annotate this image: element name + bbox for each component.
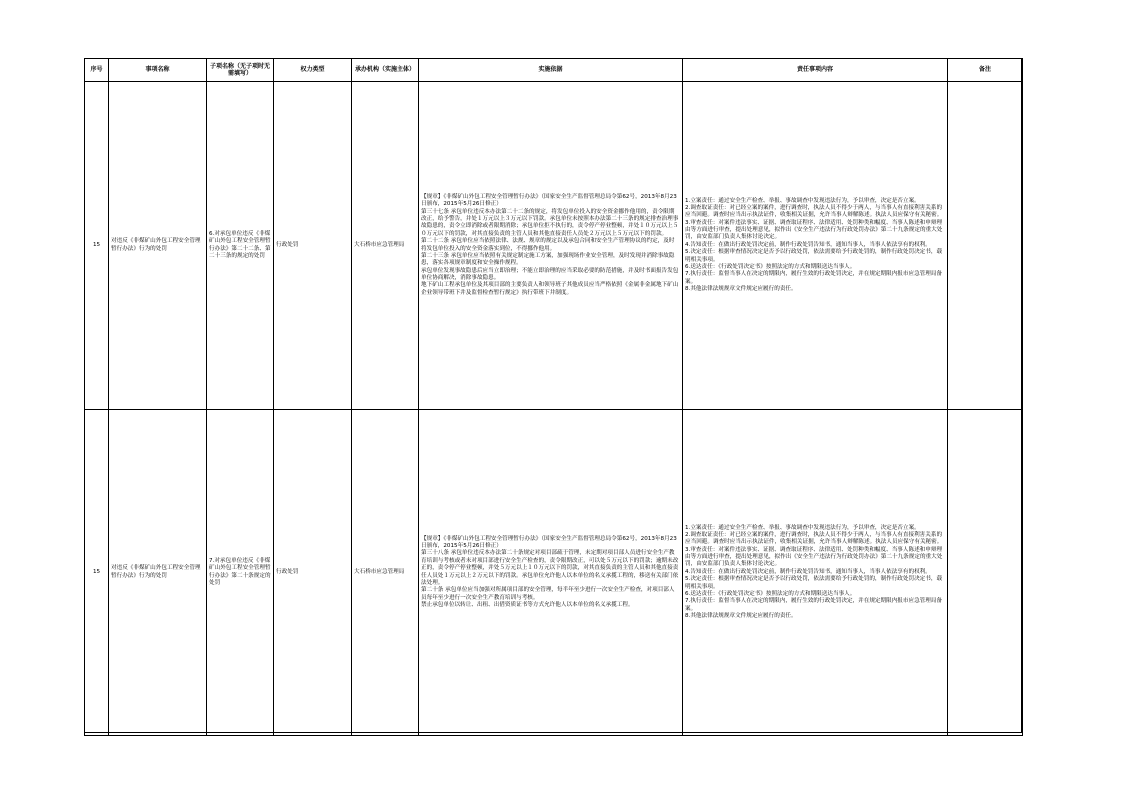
cell-seq: 15: [85, 82, 109, 410]
cell-sub-item: 7.对承包单位违反《非煤矿山外包工程安全管理暂行办法》第二十条规定的处罚: [207, 410, 274, 736]
cell-seq: 15: [85, 410, 109, 736]
header-basis: 实施依据: [419, 59, 683, 82]
cell-item-name: 对违反《非煤矿山外包工程安全管理暂行办法》行为的处罚: [109, 410, 207, 736]
cell-item-name: 对违反《非煤矿山外包工程安全管理暂行办法》行为的处罚: [109, 82, 207, 410]
table-row: [85, 82, 1023, 410]
cell-remarks: [948, 82, 1023, 410]
cell-responsibility: 1.立案责任：通过安全生产检查、举报、事故调查中发现违法行为，予以审查，决定是否立案。 2.调查取证责任：对已经立案的案件，进行调查时，执法人员不得少于两人，与当事人有直接利害关系的应当回避。调查时应当出示执法证件，收集相关证据，允许当事人辩解陈述。执法人员应保守有关秘密。 3.审查责任：对案件违法事实、证据、调查取证程序、法律适用、处罚种类和幅度、当事人陈述和申辩理由等方面进行审查，提出处理意见，拟作出《安全生产违法行为行政处罚办法》第二十九条规定的重大处罚，由安监部门负责人集体讨论决定。 4.告知责任：在做出行政处罚决定前，制作行政处罚告知书，通知当事人，当事人依法享有的权利。 5.决定责任：根据审查情况决定是否予以行政处罚，依法需要给予行政处罚的，制作行政处罚决定书，载明相关事项。 6.送达责任：《行政处罚决定书》按照法定的方式和期限送达当事人。 7.执行责任：监督当事人在决定的期限内，履行生效的行政处罚决定，并在规定期限内报市应急管理局备案。 8.其他法律法规规章文件规定应履行的责任。: [683, 410, 948, 736]
cell-power-type: 行政处罚: [274, 410, 352, 736]
table-row: [85, 410, 1023, 736]
header-remarks: 备注: [948, 59, 1023, 82]
table-header-row: [85, 59, 1023, 82]
cell-sub-item: 6.对承包单位违反《非煤矿山外包工程安全管理暂行办法》第二十二条、第二十三条的规定的处罚: [207, 82, 274, 410]
responsibility-table: [84, 58, 1023, 736]
cell-basis: 【规章】《非煤矿山外包工程安全管理暂行办法》（国家安全生产监督管理总局令第62号，2013年8月23日颁布，2015年5月26日修正） 第三十七条 承包单位违反本办法第二十二条的规定，将发包单位投入的安全资金挪作他用的，责令限期改正，给予警告，并处１万元以上３万元以下罚款。承包单位未按照本办法第二十三条的规定排查治理事故隐患的，责令立即消除或者限期消除；承包单位拒不执行的，责令停产停业整顿，并处１０万元以上５０万元以下的罚款，对其直接负责的主管人员和其他直接责任人员处２万元以上５万元以下的罚款。 第二十二条 承包单位应当依照法律、法规、规章的规定以及承包合同和安全生产管理协议的约定，及时将发包单位投入的安全资金落实到位，不得挪作他用。 第二十三条 承包单位应当依照有关规定制定施工方案，加强现场作业安全管理，及时发现并消除事故隐患，落实各项规章制度和安全操作规程。 承包单位发现事故隐患后应当立即治理；不能立即治理的应当采取必要的防范措施，并及时书面报告发包单位协商解决，消除事故隐患。 地下矿山工程承包单位及其项目部的主要负责人和领导班子其他成员应当严格依照《金属非金属地下矿山企业领导带班下井及监督检查暂行规定》执行带班下井制度。: [419, 82, 683, 410]
cell-remarks: [948, 410, 1023, 736]
header-responsibility: 责任事项内容: [683, 59, 948, 82]
cell-basis: 【规章】《非煤矿山外包工程安全管理暂行办法》（国家安全生产监督管理总局令第62号，2013年8月23日颁布，2015年5月26日修正） 第三十八条 承包单位违反本办法第二十条规定对项目部疏于管理，未定期对项目部人员进行安全生产教育培训与考核或者未对项目部进行安全生产检查的，责令限期改正，可以处５万元以下的罚款；逾期未改正的，责令停产停业整顿，并处５万元以上１０万元以下的罚款，对其直接负责的主管人员和其他直接责任人员处１万元以上２万元以下的罚款。承包单位允许他人以本单位的名义承揽工程的，移送有关部门依法处理。 第二十条 承包单位应当加强对所属项目部的安全管理，每半年至少进行一次安全生产检查，对项目部人员每年至少进行一次安全生产教育培训与考核。 禁止承包单位以转让、出租、出借资质证书等方式允许他人以本单位的名义承揽工程。: [419, 410, 683, 736]
header-sub-item: 子项名称（无子项时无需填写）: [207, 59, 274, 82]
header-seq: 序号: [85, 59, 109, 82]
header-power-type: 权力类型: [274, 59, 352, 82]
header-agency: 承办机构（实施主体）: [352, 59, 419, 82]
header-item-name: 事项名称: [109, 59, 207, 82]
cell-agency: 大石桥市应急管理局: [352, 410, 419, 736]
cell-agency: 大石桥市应急管理局: [352, 82, 419, 410]
cell-responsibility: 1.立案责任：通过安全生产检查、举报、事故调查中发现违法行为，予以审查，决定是否立案。 2.调查取证责任：对已经立案的案件，进行调查时，执法人员不得少于两人，与当事人有直接利害关系的应当回避。调查时应当出示执法证件，收集相关证据，允许当事人辩解陈述。执法人员应保守有关秘密。 3.审查责任：对案件违法事实、证据、调查取证程序、法律适用、处罚种类和幅度、当事人陈述和申辩理由等方面进行审查，提出处理意见，拟作出《安全生产违法行为行政处罚办法》第二十九条规定的重大处罚，由安监部门负责人集体讨论决定。 4.告知责任：在做出行政处罚决定前，制作行政处罚告知书，通知当事人，当事人依法享有的权利。 5.决定责任：根据审查情况决定是否予以行政处罚，依法需要给予行政处罚的，制作行政处罚决定书，载明相关事项。 6.送达责任：《行政处罚决定书》按照法定的方式和期限送达当事人。 7.执行责任：监督当事人在决定的期限内，履行生效的行政处罚决定，并在规定期限内报市应急管理局备案。 8.其他法律法规规章文件规定应履行的责任。: [683, 82, 948, 410]
cell-power-type: 行政处罚: [274, 82, 352, 410]
